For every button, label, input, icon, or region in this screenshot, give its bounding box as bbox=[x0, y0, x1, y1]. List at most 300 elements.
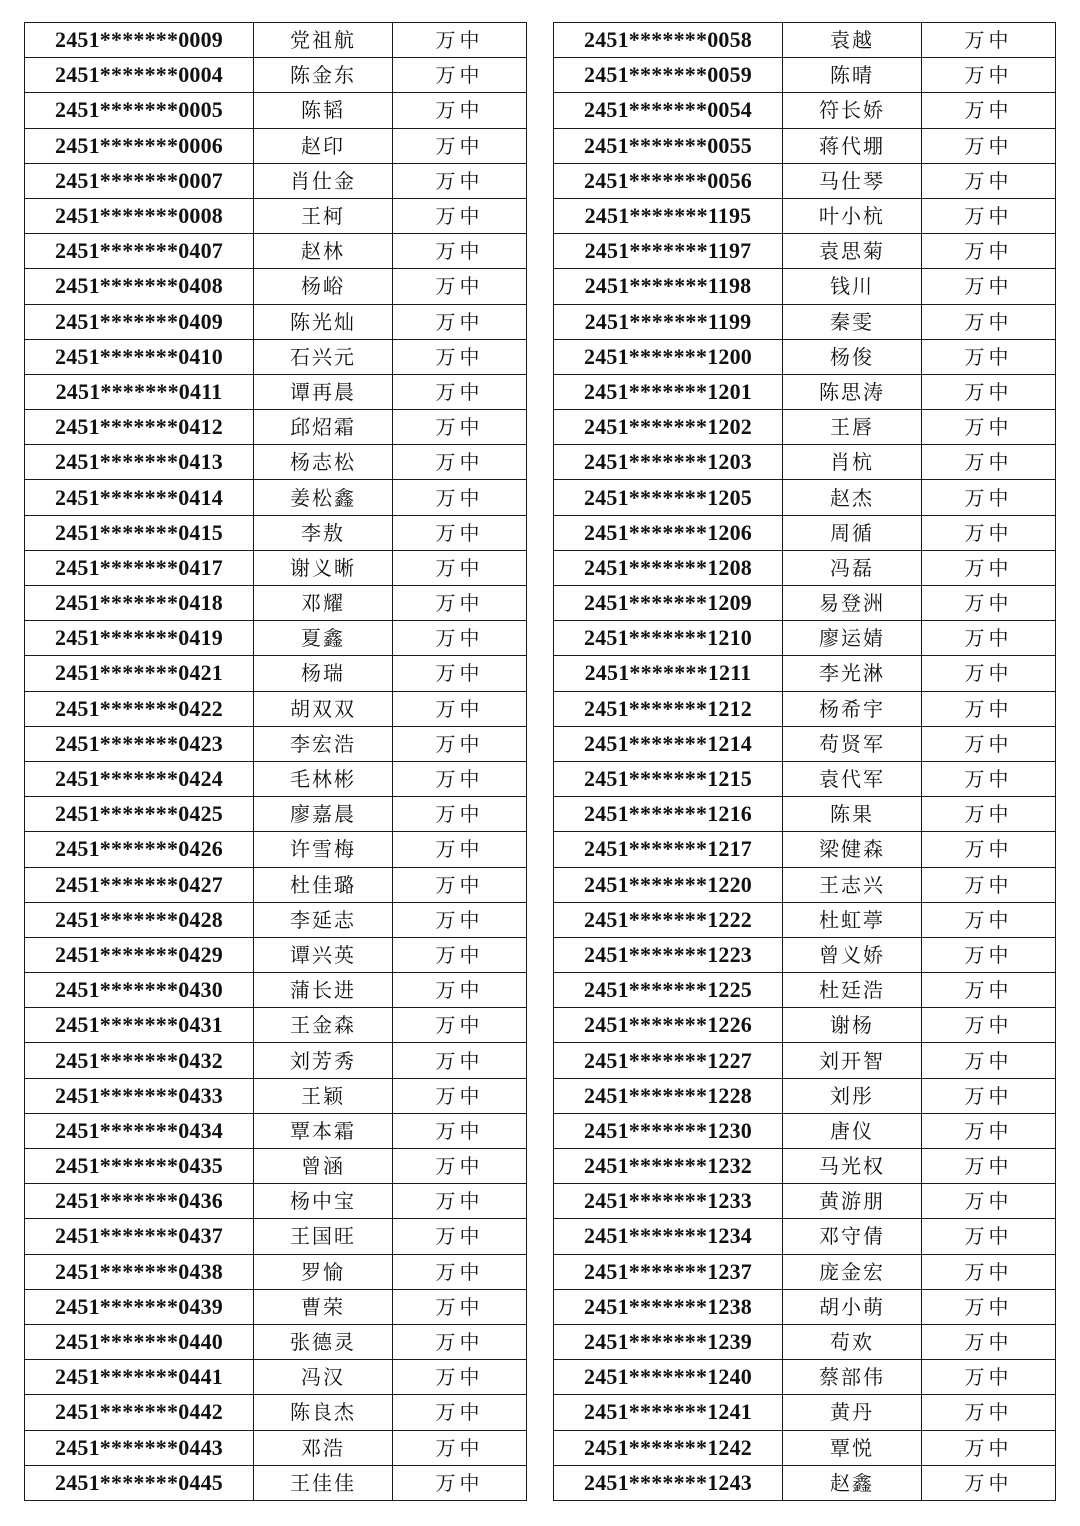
candidate-id-cell: 2451*******1216 bbox=[554, 797, 783, 832]
candidate-name-cell: 曹荣 bbox=[254, 1289, 393, 1324]
school-cell: 万中 bbox=[393, 1430, 527, 1465]
candidate-id-cell: 2451*******1238 bbox=[554, 1289, 783, 1324]
candidate-id-cell: 2451*******0434 bbox=[25, 1113, 254, 1148]
candidate-name-cell: 罗愉 bbox=[254, 1254, 393, 1289]
candidate-name-cell: 蒲长进 bbox=[254, 973, 393, 1008]
candidate-id-cell: 2451*******1226 bbox=[554, 1008, 783, 1043]
candidate-name-cell: 王颖 bbox=[254, 1078, 393, 1113]
table-row bbox=[25, 902, 527, 937]
school-cell: 万中 bbox=[393, 1360, 527, 1395]
candidate-name-cell: 钱川 bbox=[783, 269, 922, 304]
table-row bbox=[554, 621, 1056, 656]
candidate-name-cell: 唐仪 bbox=[783, 1113, 922, 1148]
table-row bbox=[25, 1324, 527, 1359]
candidate-id-cell: 2451*******0439 bbox=[25, 1289, 254, 1324]
candidate-id-cell: 2451*******0435 bbox=[25, 1149, 254, 1184]
candidate-id-cell: 2451*******1199 bbox=[554, 304, 783, 339]
school-cell: 万中 bbox=[922, 515, 1056, 550]
school-cell: 万中 bbox=[393, 1078, 527, 1113]
candidate-name-cell: 夏鑫 bbox=[254, 621, 393, 656]
candidate-name-cell: 陈良杰 bbox=[254, 1395, 393, 1430]
table-row bbox=[554, 304, 1056, 339]
candidate-name-cell: 廖嘉晨 bbox=[254, 797, 393, 832]
candidate-name-cell: 苟欢 bbox=[783, 1324, 922, 1359]
school-cell: 万中 bbox=[393, 761, 527, 796]
candidate-id-cell: 2451*******1227 bbox=[554, 1043, 783, 1078]
table-row bbox=[554, 515, 1056, 550]
table-row bbox=[25, 374, 527, 409]
candidate-id-cell: 2451*******0409 bbox=[25, 304, 254, 339]
candidate-id-cell: 2451*******0443 bbox=[25, 1430, 254, 1465]
candidate-id-cell: 2451*******1203 bbox=[554, 445, 783, 480]
candidate-name-cell: 曾义娇 bbox=[783, 937, 922, 972]
candidate-name-cell: 肖仕金 bbox=[254, 163, 393, 198]
candidate-id-cell: 2451*******1228 bbox=[554, 1078, 783, 1113]
school-cell: 万中 bbox=[393, 339, 527, 374]
table-row bbox=[25, 1043, 527, 1078]
table-row bbox=[554, 1289, 1056, 1324]
candidate-name-cell: 王柯 bbox=[254, 198, 393, 233]
table-row bbox=[554, 867, 1056, 902]
school-cell: 万中 bbox=[393, 374, 527, 409]
candidate-id-cell: 2451*******0417 bbox=[25, 550, 254, 585]
school-cell: 万中 bbox=[393, 937, 527, 972]
table-row bbox=[554, 269, 1056, 304]
candidate-name-cell: 杨俊 bbox=[783, 339, 922, 374]
candidate-id-cell: 2451*******1201 bbox=[554, 374, 783, 409]
school-cell: 万中 bbox=[393, 198, 527, 233]
candidate-id-cell: 2451*******0059 bbox=[554, 58, 783, 93]
candidate-name-cell: 赵鑫 bbox=[783, 1465, 922, 1500]
candidate-name-cell: 许雪梅 bbox=[254, 832, 393, 867]
candidate-name-cell: 陈金东 bbox=[254, 58, 393, 93]
school-cell: 万中 bbox=[393, 1113, 527, 1148]
candidate-name-cell: 胡双双 bbox=[254, 691, 393, 726]
candidate-name-cell: 苟贤军 bbox=[783, 726, 922, 761]
table-row bbox=[25, 867, 527, 902]
school-cell: 万中 bbox=[393, 128, 527, 163]
school-cell: 万中 bbox=[922, 1043, 1056, 1078]
school-cell: 万中 bbox=[922, 797, 1056, 832]
candidate-name-cell: 杨志松 bbox=[254, 445, 393, 480]
table-body bbox=[554, 23, 1056, 1501]
table-row bbox=[25, 797, 527, 832]
candidate-name-cell: 杨峪 bbox=[254, 269, 393, 304]
table-row bbox=[554, 797, 1056, 832]
table-row bbox=[554, 93, 1056, 128]
table-row bbox=[25, 339, 527, 374]
candidate-name-cell: 肖杭 bbox=[783, 445, 922, 480]
school-cell: 万中 bbox=[393, 586, 527, 621]
candidate-id-cell: 2451*******0423 bbox=[25, 726, 254, 761]
candidate-name-cell: 赵杰 bbox=[783, 480, 922, 515]
school-cell: 万中 bbox=[922, 128, 1056, 163]
table-row bbox=[554, 937, 1056, 972]
candidate-id-cell: 2451*******1198 bbox=[554, 269, 783, 304]
table-row bbox=[554, 832, 1056, 867]
school-cell: 万中 bbox=[922, 234, 1056, 269]
candidate-id-cell: 2451*******1205 bbox=[554, 480, 783, 515]
candidate-name-cell: 周循 bbox=[783, 515, 922, 550]
candidate-id-cell: 2451*******1197 bbox=[554, 234, 783, 269]
school-cell: 万中 bbox=[393, 445, 527, 480]
table-row bbox=[554, 1360, 1056, 1395]
school-cell: 万中 bbox=[393, 1219, 527, 1254]
table-row bbox=[25, 656, 527, 691]
school-cell: 万中 bbox=[922, 586, 1056, 621]
school-cell: 万中 bbox=[393, 1324, 527, 1359]
table-row bbox=[554, 902, 1056, 937]
table-row bbox=[554, 973, 1056, 1008]
candidate-name-cell: 袁思菊 bbox=[783, 234, 922, 269]
school-cell: 万中 bbox=[922, 1008, 1056, 1043]
school-cell: 万中 bbox=[922, 1113, 1056, 1148]
candidate-id-cell: 2451*******0436 bbox=[25, 1184, 254, 1219]
candidate-id-cell: 2451*******1237 bbox=[554, 1254, 783, 1289]
table-row bbox=[554, 1395, 1056, 1430]
candidate-name-cell: 赵印 bbox=[254, 128, 393, 163]
candidate-name-cell: 杜虹葶 bbox=[783, 902, 922, 937]
candidate-name-cell: 马光权 bbox=[783, 1149, 922, 1184]
table-row bbox=[554, 726, 1056, 761]
candidate-id-cell: 2451*******0408 bbox=[25, 269, 254, 304]
candidate-id-cell: 2451*******0421 bbox=[25, 656, 254, 691]
table-row bbox=[554, 1043, 1056, 1078]
school-cell: 万中 bbox=[393, 1008, 527, 1043]
candidate-name-cell: 杨希宇 bbox=[783, 691, 922, 726]
school-cell: 万中 bbox=[393, 797, 527, 832]
candidate-id-cell: 2451*******1202 bbox=[554, 410, 783, 445]
table-row bbox=[25, 1219, 527, 1254]
school-cell: 万中 bbox=[922, 973, 1056, 1008]
table-row bbox=[554, 550, 1056, 585]
table-row bbox=[25, 973, 527, 1008]
school-cell: 万中 bbox=[393, 480, 527, 515]
candidate-name-cell: 易登洲 bbox=[783, 586, 922, 621]
candidate-name-cell: 李宏浩 bbox=[254, 726, 393, 761]
candidate-name-cell: 冯磊 bbox=[783, 550, 922, 585]
candidate-name-cell: 李延志 bbox=[254, 902, 393, 937]
school-cell: 万中 bbox=[393, 902, 527, 937]
table-row bbox=[554, 58, 1056, 93]
school-cell: 万中 bbox=[922, 374, 1056, 409]
table-row bbox=[25, 691, 527, 726]
candidate-id-cell: 2451*******0410 bbox=[25, 339, 254, 374]
table-row bbox=[25, 1184, 527, 1219]
table-row bbox=[554, 1113, 1056, 1148]
candidate-name-cell: 陈思涛 bbox=[783, 374, 922, 409]
candidate-id-cell: 2451*******0424 bbox=[25, 761, 254, 796]
table-body bbox=[25, 23, 527, 1501]
roster-table-right bbox=[553, 22, 1056, 1501]
candidate-id-cell: 2451*******1212 bbox=[554, 691, 783, 726]
candidate-name-cell: 曾涵 bbox=[254, 1149, 393, 1184]
candidate-name-cell: 覃悦 bbox=[783, 1430, 922, 1465]
school-cell: 万中 bbox=[922, 867, 1056, 902]
school-cell: 万中 bbox=[393, 550, 527, 585]
candidate-id-cell: 2451*******1232 bbox=[554, 1149, 783, 1184]
table-row bbox=[25, 234, 527, 269]
table-row bbox=[554, 374, 1056, 409]
candidate-name-cell: 王志兴 bbox=[783, 867, 922, 902]
candidate-name-cell: 王金森 bbox=[254, 1008, 393, 1043]
candidate-id-cell: 2451*******0430 bbox=[25, 973, 254, 1008]
school-cell: 万中 bbox=[922, 1289, 1056, 1324]
school-cell: 万中 bbox=[922, 550, 1056, 585]
school-cell: 万中 bbox=[922, 1149, 1056, 1184]
school-cell: 万中 bbox=[393, 973, 527, 1008]
candidate-id-cell: 2451*******0007 bbox=[25, 163, 254, 198]
table-row bbox=[25, 163, 527, 198]
table-row bbox=[25, 269, 527, 304]
table-row bbox=[554, 1184, 1056, 1219]
table-row bbox=[554, 586, 1056, 621]
candidate-name-cell: 王佳佳 bbox=[254, 1465, 393, 1500]
candidate-id-cell: 2451*******0419 bbox=[25, 621, 254, 656]
table-row bbox=[554, 198, 1056, 233]
table-row bbox=[554, 1324, 1056, 1359]
school-cell: 万中 bbox=[922, 445, 1056, 480]
table-row bbox=[25, 23, 527, 58]
candidate-name-cell: 赵林 bbox=[254, 234, 393, 269]
candidate-id-cell: 2451*******1241 bbox=[554, 1395, 783, 1430]
table-row bbox=[25, 1254, 527, 1289]
candidate-id-cell: 2451*******1223 bbox=[554, 937, 783, 972]
candidate-name-cell: 蔡部伟 bbox=[783, 1360, 922, 1395]
table-row bbox=[554, 656, 1056, 691]
candidate-id-cell: 2451*******0055 bbox=[554, 128, 783, 163]
candidate-name-cell: 邓守倩 bbox=[783, 1219, 922, 1254]
candidate-id-cell: 2451*******0054 bbox=[554, 93, 783, 128]
candidate-name-cell: 覃本霜 bbox=[254, 1113, 393, 1148]
school-cell: 万中 bbox=[922, 163, 1056, 198]
candidate-id-cell: 2451*******0422 bbox=[25, 691, 254, 726]
candidate-id-cell: 2451*******0005 bbox=[25, 93, 254, 128]
candidate-name-cell: 陈光灿 bbox=[254, 304, 393, 339]
candidate-name-cell: 秦雯 bbox=[783, 304, 922, 339]
candidate-id-cell: 2451*******1215 bbox=[554, 761, 783, 796]
school-cell: 万中 bbox=[922, 761, 1056, 796]
candidate-id-cell: 2451*******0411 bbox=[25, 374, 254, 409]
candidate-name-cell: 李敖 bbox=[254, 515, 393, 550]
school-cell: 万中 bbox=[393, 58, 527, 93]
school-cell: 万中 bbox=[922, 480, 1056, 515]
candidate-name-cell: 叶小杭 bbox=[783, 198, 922, 233]
candidate-id-cell: 2451*******1210 bbox=[554, 621, 783, 656]
table-row bbox=[25, 445, 527, 480]
candidate-id-cell: 2451*******0006 bbox=[25, 128, 254, 163]
school-cell: 万中 bbox=[922, 1184, 1056, 1219]
candidate-id-cell: 2451*******0412 bbox=[25, 410, 254, 445]
candidate-name-cell: 马仕琴 bbox=[783, 163, 922, 198]
candidate-id-cell: 2451*******0438 bbox=[25, 1254, 254, 1289]
candidate-name-cell: 李光淋 bbox=[783, 656, 922, 691]
candidate-name-cell: 谢杨 bbox=[783, 1008, 922, 1043]
candidate-name-cell: 陈晴 bbox=[783, 58, 922, 93]
school-cell: 万中 bbox=[922, 58, 1056, 93]
table-row bbox=[554, 1008, 1056, 1043]
candidate-name-cell: 谭再晨 bbox=[254, 374, 393, 409]
school-cell: 万中 bbox=[922, 93, 1056, 128]
candidate-name-cell: 刘彤 bbox=[783, 1078, 922, 1113]
school-cell: 万中 bbox=[922, 1465, 1056, 1500]
candidate-id-cell: 2451*******0441 bbox=[25, 1360, 254, 1395]
candidate-name-cell: 胡小萌 bbox=[783, 1289, 922, 1324]
candidate-id-cell: 2451*******0432 bbox=[25, 1043, 254, 1078]
candidate-id-cell: 2451*******0414 bbox=[25, 480, 254, 515]
candidate-name-cell: 杜廷浩 bbox=[783, 973, 922, 1008]
school-cell: 万中 bbox=[922, 1324, 1056, 1359]
table-row bbox=[25, 515, 527, 550]
school-cell: 万中 bbox=[922, 1219, 1056, 1254]
candidate-id-cell: 2451*******1195 bbox=[554, 198, 783, 233]
candidate-id-cell: 2451*******1220 bbox=[554, 867, 783, 902]
table-row bbox=[25, 1360, 527, 1395]
school-cell: 万中 bbox=[393, 1395, 527, 1430]
school-cell: 万中 bbox=[922, 726, 1056, 761]
candidate-id-cell: 2451*******1240 bbox=[554, 1360, 783, 1395]
table-row bbox=[25, 410, 527, 445]
candidate-name-cell: 邓浩 bbox=[254, 1430, 393, 1465]
candidate-id-cell: 2451*******0058 bbox=[554, 23, 783, 58]
candidate-name-cell: 谢义晰 bbox=[254, 550, 393, 585]
table-row bbox=[25, 1008, 527, 1043]
candidate-id-cell: 2451*******1242 bbox=[554, 1430, 783, 1465]
candidate-id-cell: 2451*******1208 bbox=[554, 550, 783, 585]
table-row bbox=[25, 480, 527, 515]
table-row bbox=[554, 445, 1056, 480]
candidate-name-cell: 党祖航 bbox=[254, 23, 393, 58]
table-row bbox=[25, 1465, 527, 1500]
candidate-id-cell: 2451*******1217 bbox=[554, 832, 783, 867]
candidate-id-cell: 2451*******0056 bbox=[554, 163, 783, 198]
school-cell: 万中 bbox=[922, 339, 1056, 374]
table-row bbox=[25, 937, 527, 972]
candidate-name-cell: 梁健森 bbox=[783, 832, 922, 867]
candidate-name-cell: 邱炤霜 bbox=[254, 410, 393, 445]
candidate-id-cell: 2451*******0008 bbox=[25, 198, 254, 233]
school-cell: 万中 bbox=[393, 1149, 527, 1184]
school-cell: 万中 bbox=[393, 621, 527, 656]
candidate-name-cell: 杨瑞 bbox=[254, 656, 393, 691]
candidate-name-cell: 杨中宝 bbox=[254, 1184, 393, 1219]
candidate-id-cell: 2451*******0437 bbox=[25, 1219, 254, 1254]
candidate-name-cell: 袁代军 bbox=[783, 761, 922, 796]
school-cell: 万中 bbox=[922, 656, 1056, 691]
candidate-id-cell: 2451*******0433 bbox=[25, 1078, 254, 1113]
table-row bbox=[25, 1149, 527, 1184]
roster-table-left bbox=[24, 22, 527, 1501]
table-row bbox=[554, 339, 1056, 374]
candidate-name-cell: 庞金宏 bbox=[783, 1254, 922, 1289]
candidate-name-cell: 谭兴英 bbox=[254, 937, 393, 972]
candidate-id-cell: 2451*******1214 bbox=[554, 726, 783, 761]
school-cell: 万中 bbox=[922, 23, 1056, 58]
candidate-name-cell: 廖运婧 bbox=[783, 621, 922, 656]
school-cell: 万中 bbox=[922, 691, 1056, 726]
school-cell: 万中 bbox=[922, 937, 1056, 972]
candidate-id-cell: 2451*******1243 bbox=[554, 1465, 783, 1500]
candidate-id-cell: 2451*******0429 bbox=[25, 937, 254, 972]
table-row bbox=[25, 1430, 527, 1465]
candidate-id-cell: 2451*******1211 bbox=[554, 656, 783, 691]
table-row bbox=[25, 621, 527, 656]
table-row bbox=[554, 1219, 1056, 1254]
school-cell: 万中 bbox=[393, 234, 527, 269]
school-cell: 万中 bbox=[922, 1078, 1056, 1113]
table-row bbox=[25, 1395, 527, 1430]
candidate-name-cell: 姜松鑫 bbox=[254, 480, 393, 515]
candidate-id-cell: 2451*******0426 bbox=[25, 832, 254, 867]
table-row bbox=[25, 1289, 527, 1324]
candidate-id-cell: 2451*******1209 bbox=[554, 586, 783, 621]
table-row bbox=[25, 586, 527, 621]
school-cell: 万中 bbox=[393, 1043, 527, 1078]
table-row bbox=[25, 726, 527, 761]
candidate-name-cell: 蒋代堋 bbox=[783, 128, 922, 163]
candidate-id-cell: 2451*******0407 bbox=[25, 234, 254, 269]
school-cell: 万中 bbox=[393, 726, 527, 761]
school-cell: 万中 bbox=[393, 832, 527, 867]
candidate-id-cell: 2451*******1239 bbox=[554, 1324, 783, 1359]
table-row bbox=[25, 761, 527, 796]
candidate-name-cell: 陈果 bbox=[783, 797, 922, 832]
table-row bbox=[554, 1430, 1056, 1465]
candidate-name-cell: 王唇 bbox=[783, 410, 922, 445]
school-cell: 万中 bbox=[393, 23, 527, 58]
table-row bbox=[554, 1149, 1056, 1184]
table-row bbox=[25, 304, 527, 339]
school-cell: 万中 bbox=[922, 198, 1056, 233]
candidate-id-cell: 2451*******1200 bbox=[554, 339, 783, 374]
candidate-name-cell: 刘芳秀 bbox=[254, 1043, 393, 1078]
candidate-id-cell: 2451*******0415 bbox=[25, 515, 254, 550]
school-cell: 万中 bbox=[922, 1254, 1056, 1289]
school-cell: 万中 bbox=[393, 304, 527, 339]
table-row bbox=[25, 1078, 527, 1113]
table-row bbox=[25, 1113, 527, 1148]
school-cell: 万中 bbox=[393, 269, 527, 304]
candidate-id-cell: 2451*******0442 bbox=[25, 1395, 254, 1430]
school-cell: 万中 bbox=[393, 1184, 527, 1219]
candidate-id-cell: 2451*******0418 bbox=[25, 586, 254, 621]
candidate-id-cell: 2451*******1222 bbox=[554, 902, 783, 937]
school-cell: 万中 bbox=[922, 269, 1056, 304]
table-row bbox=[554, 128, 1056, 163]
candidate-name-cell: 刘开智 bbox=[783, 1043, 922, 1078]
school-cell: 万中 bbox=[393, 867, 527, 902]
candidate-name-cell: 袁越 bbox=[783, 23, 922, 58]
candidate-id-cell: 2451*******1225 bbox=[554, 973, 783, 1008]
school-cell: 万中 bbox=[393, 163, 527, 198]
table-row bbox=[25, 58, 527, 93]
table-row bbox=[554, 163, 1056, 198]
candidate-id-cell: 2451*******1230 bbox=[554, 1113, 783, 1148]
candidate-id-cell: 2451*******0440 bbox=[25, 1324, 254, 1359]
table-row bbox=[554, 1078, 1056, 1113]
table-row bbox=[554, 761, 1056, 796]
candidate-id-cell: 2451*******1234 bbox=[554, 1219, 783, 1254]
candidate-name-cell: 黄游朋 bbox=[783, 1184, 922, 1219]
candidate-id-cell: 2451*******1206 bbox=[554, 515, 783, 550]
candidate-name-cell: 邓耀 bbox=[254, 586, 393, 621]
table-row bbox=[25, 550, 527, 585]
table-row bbox=[554, 23, 1056, 58]
table-row bbox=[25, 93, 527, 128]
table-row bbox=[554, 410, 1056, 445]
candidate-id-cell: 2451*******0431 bbox=[25, 1008, 254, 1043]
candidate-name-cell: 张德灵 bbox=[254, 1324, 393, 1359]
